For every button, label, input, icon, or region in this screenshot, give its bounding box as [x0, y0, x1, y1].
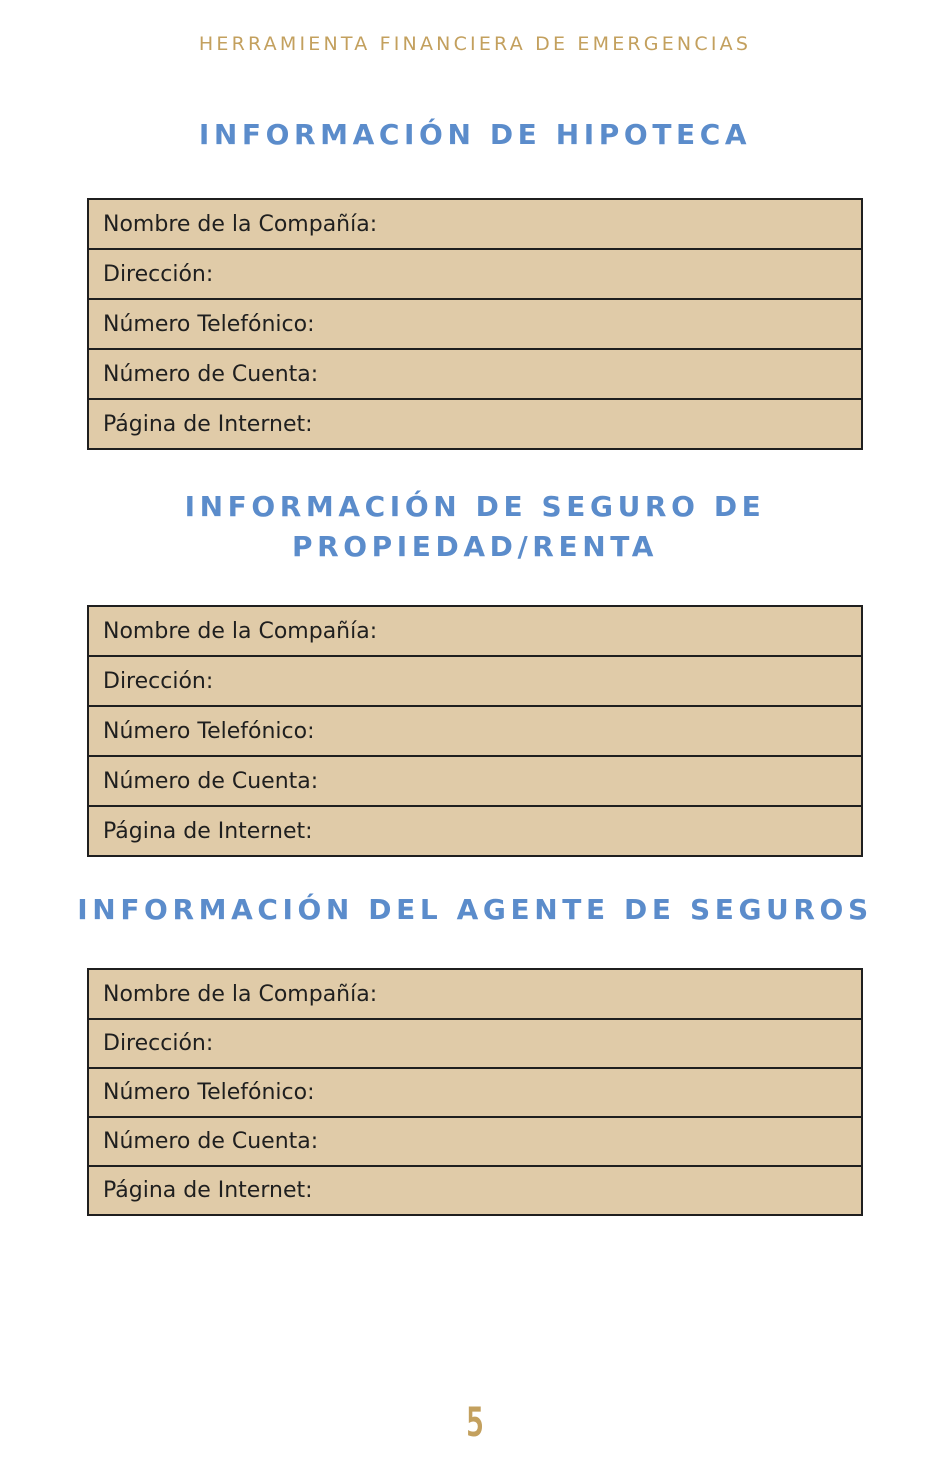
section-title-insurance-agent	[0, 890, 950, 930]
running-header: HERRAMIENTA FINANCIERA DE EMERGENCIAS	[198, 33, 752, 55]
field-row-address: Dirección:	[89, 655, 861, 705]
field-row-website: Página de Internet:	[89, 805, 861, 855]
field-row-phone: Número Telefónico:	[89, 1067, 861, 1116]
mortgage-info-table	[87, 198, 863, 450]
field-row-account-number: Número de Cuenta:	[89, 755, 861, 805]
field-row-address: Dirección:	[89, 248, 861, 298]
field-row-website: Página de Internet:	[89, 1165, 861, 1214]
field-row-address: Dirección:	[89, 1018, 861, 1067]
field-row-company-name: Nombre de la Compañía:	[103, 211, 378, 237]
field-row-company-name: Nombre de la Compañía:	[103, 618, 378, 644]
page-number: 5	[465, 1400, 485, 1446]
section-title-line: INFORMACIÓN DEL AGENTE DE SEGUROS	[77, 893, 873, 926]
field-row-phone: Número Telefónico:	[89, 705, 861, 755]
section-title-mortgage	[0, 115, 950, 155]
field-row-phone: Número Telefónico:	[89, 298, 861, 348]
property-insurance-info-table	[87, 605, 863, 857]
section-title-line: PROPIEDAD/RENTA	[291, 530, 659, 563]
section-title-line: INFORMACIÓN DE SEGURO DE	[184, 490, 766, 523]
section-title-line: INFORMACIÓN DE HIPOTECA	[198, 118, 752, 151]
field-row-website: Página de Internet:	[89, 398, 861, 448]
field-row-company-name: Nombre de la Compañía:	[103, 981, 378, 1007]
field-row-account-number: Número de Cuenta:	[89, 1116, 861, 1165]
insurance-agent-info-table	[87, 968, 863, 1216]
section-title-property-insurance	[0, 487, 950, 567]
field-row-account-number: Número de Cuenta:	[89, 348, 861, 398]
